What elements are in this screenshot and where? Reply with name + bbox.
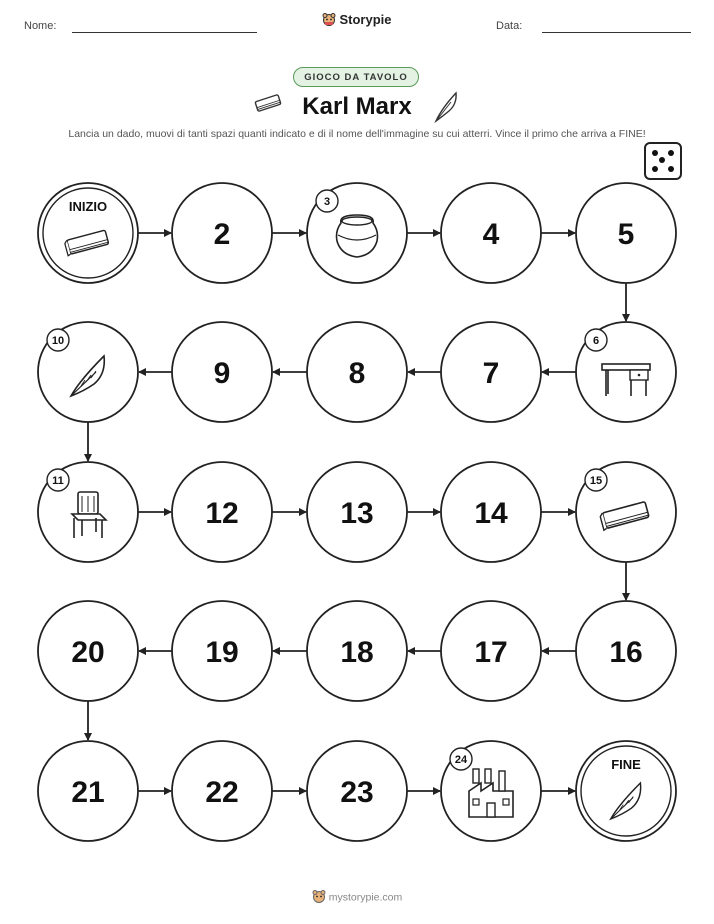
- board-space-1[interactable]: [38, 183, 138, 283]
- board-space-20[interactable]: [38, 601, 138, 701]
- space-number: 21: [71, 776, 105, 809]
- space-number: 20: [71, 636, 105, 669]
- board-space-14[interactable]: [441, 462, 541, 562]
- board-space-24[interactable]: [441, 741, 541, 841]
- space-circle: [576, 741, 676, 841]
- board-space-9[interactable]: [172, 322, 272, 422]
- space-number: 7: [482, 357, 500, 390]
- space-number: 15: [589, 475, 603, 487]
- date-label: Data:: [496, 20, 523, 32]
- board-space-8[interactable]: [307, 322, 407, 422]
- board-space-11[interactable]: [38, 462, 138, 562]
- space-number: 17: [474, 636, 508, 669]
- board-space-2[interactable]: [172, 183, 272, 283]
- board-space-10[interactable]: [38, 322, 138, 422]
- space-number: 2: [213, 218, 231, 251]
- space-circle: [38, 183, 138, 283]
- space-number: 5: [617, 218, 635, 251]
- board-space-19[interactable]: [172, 601, 272, 701]
- board-space-12[interactable]: [172, 462, 272, 562]
- start-label: INIZIO: [68, 199, 108, 214]
- footer-url: mystorypie.com: [328, 891, 403, 904]
- space-number: 4: [482, 218, 500, 251]
- space-number: 23: [340, 776, 374, 809]
- brand-name: Storypie: [339, 12, 392, 27]
- board-space-3[interactable]: [307, 183, 407, 283]
- space-number: 19: [205, 636, 239, 669]
- board-space-23[interactable]: [307, 741, 407, 841]
- board-space-16[interactable]: [576, 601, 676, 701]
- space-number: 14: [474, 497, 508, 530]
- game-type-badge: GIOCO DA TAVOLO: [293, 67, 419, 87]
- board-space-6[interactable]: [576, 322, 676, 422]
- space-number: 3: [323, 196, 331, 208]
- name-label: Nome:: [24, 20, 57, 32]
- end-label: FINE: [611, 757, 641, 772]
- page-title: Karl Marx: [302, 93, 412, 120]
- instructions: Lancia un dado, muovi di tanti spazi quanti indicato e di il nome dell'immagine su cui atterri. Vince il primo che arriva a FINE!: [68, 128, 646, 140]
- space-number: 6: [592, 335, 600, 347]
- space-number: 10: [51, 335, 65, 347]
- board-space-5[interactable]: [576, 183, 676, 283]
- footer: [0, 889, 714, 906]
- space-number: 9: [213, 357, 231, 390]
- space-number: 11: [52, 475, 64, 487]
- board-space-22[interactable]: [172, 741, 272, 841]
- pot-icon: [337, 215, 378, 257]
- space-number: 18: [340, 636, 374, 669]
- board-space-4[interactable]: [441, 183, 541, 283]
- board-space-21[interactable]: [38, 741, 138, 841]
- space-number: 12: [205, 497, 239, 530]
- storypie-logo-icon: [312, 889, 326, 906]
- space-number: 16: [609, 636, 643, 669]
- board-space-18[interactable]: [307, 601, 407, 701]
- board-space-7[interactable]: [441, 322, 541, 422]
- space-number: 24: [454, 754, 468, 766]
- space-number: 22: [205, 776, 239, 809]
- board-space-17[interactable]: [441, 601, 541, 701]
- board-space-15[interactable]: [576, 462, 676, 562]
- space-number: 13: [340, 497, 374, 530]
- space-number: 8: [348, 357, 366, 390]
- board-space-25[interactable]: [576, 741, 676, 841]
- board-space-13[interactable]: [307, 462, 407, 562]
